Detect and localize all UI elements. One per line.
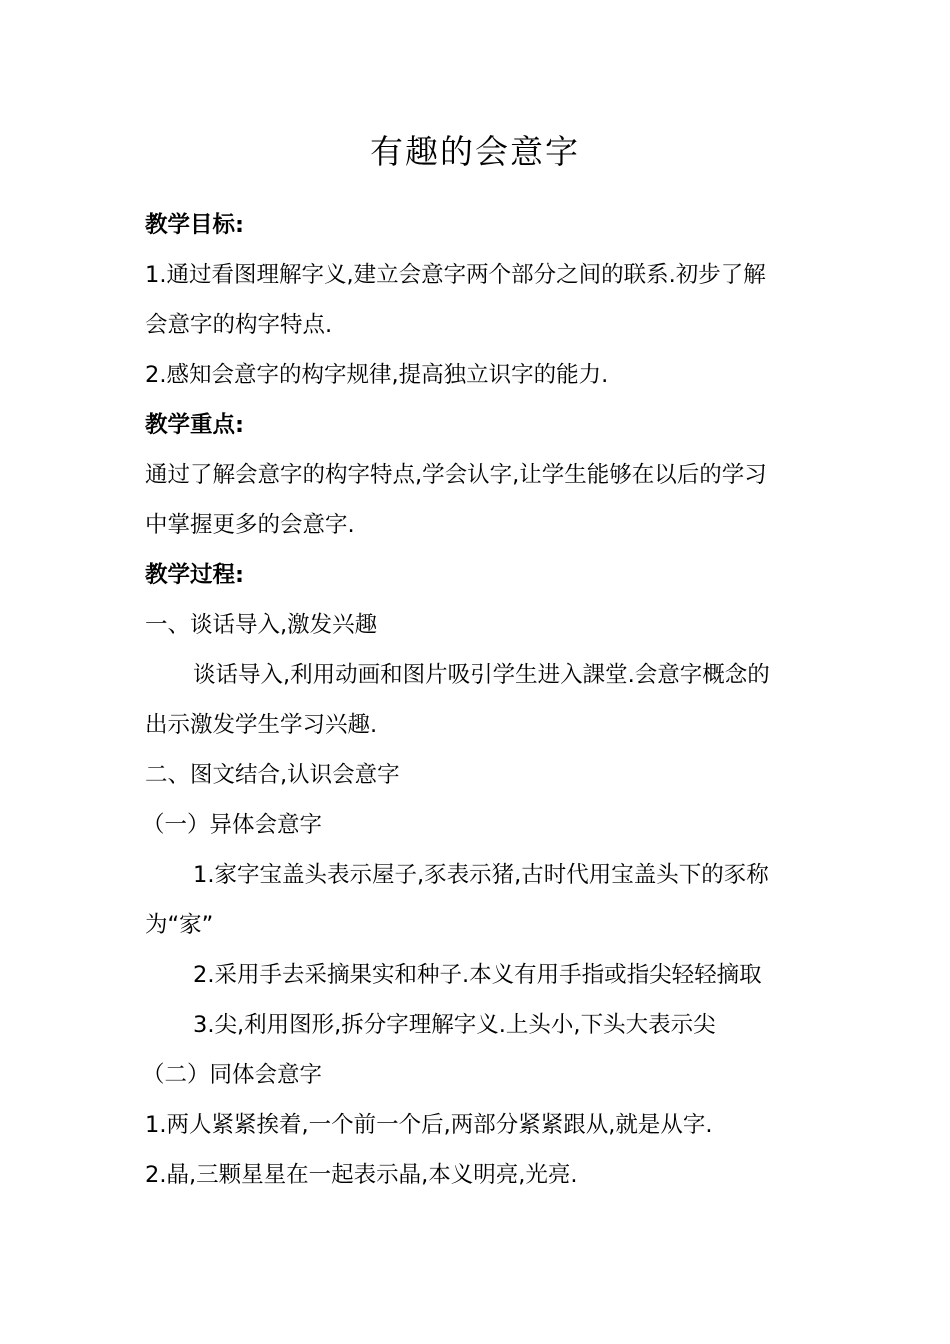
- goal-1-line-1: 1.通过看图理解字义,建立会意字两个部分之间的联系.初步了解: [145, 262, 766, 288]
- subsection-2-item-2: 2.晶,三颗星星在一起表示晶,本义明亮,光亮.: [145, 1162, 578, 1188]
- subsection-1-item-1-line-2: 为“家”: [145, 912, 214, 938]
- subsection-1-item-1-line-1: 1.家字宝盖头表示屋子,豕表示猪,古时代用宝盖头下的豕称: [193, 862, 769, 888]
- process-heading: 教学过程:: [145, 562, 244, 588]
- section-1-heading: 一、谈话导入,激发兴趣: [145, 612, 378, 638]
- subsection-1-heading: （一）异体会意字: [142, 812, 323, 838]
- section-1-text-line-1: 谈话导入,利用动画和图片吸引学生进入課堂.会意字概念的: [193, 662, 770, 688]
- subsection-2-item-1: 1.两人紧紧挨着,一个前一个后,两部分紧紧跟从,就是从字.: [145, 1112, 713, 1138]
- key-line-2: 中掌握更多的会意字.: [145, 512, 355, 538]
- section-2-heading: 二、图文结合,认识会意字: [145, 762, 400, 788]
- section-1-text-line-2: 出示激发学生学习兴趣.: [145, 712, 378, 738]
- document-title: 有趣的会意字: [370, 132, 580, 171]
- subsection-1-item-3: 3.尖,利用图形,拆分字理解字义.上头小,下头大表示尖: [193, 1012, 716, 1038]
- subsection-1-item-2: 2.采用手去采摘果实和种子.本义有用手指或指尖轻轻摘取: [193, 962, 762, 988]
- goal-1-line-2: 会意字的构字特点.: [145, 312, 333, 338]
- goals-heading: 教学目标:: [145, 212, 244, 238]
- goal-2: 2.感知会意字的构字规律,提高独立识字的能力.: [145, 362, 609, 388]
- subsection-2-heading: （二）同体会意字: [142, 1062, 323, 1088]
- key-heading: 教学重点:: [145, 412, 244, 438]
- key-line-1: 通过了解会意字的构字特点,学会认字,让学生能够在以后的学习: [145, 462, 767, 488]
